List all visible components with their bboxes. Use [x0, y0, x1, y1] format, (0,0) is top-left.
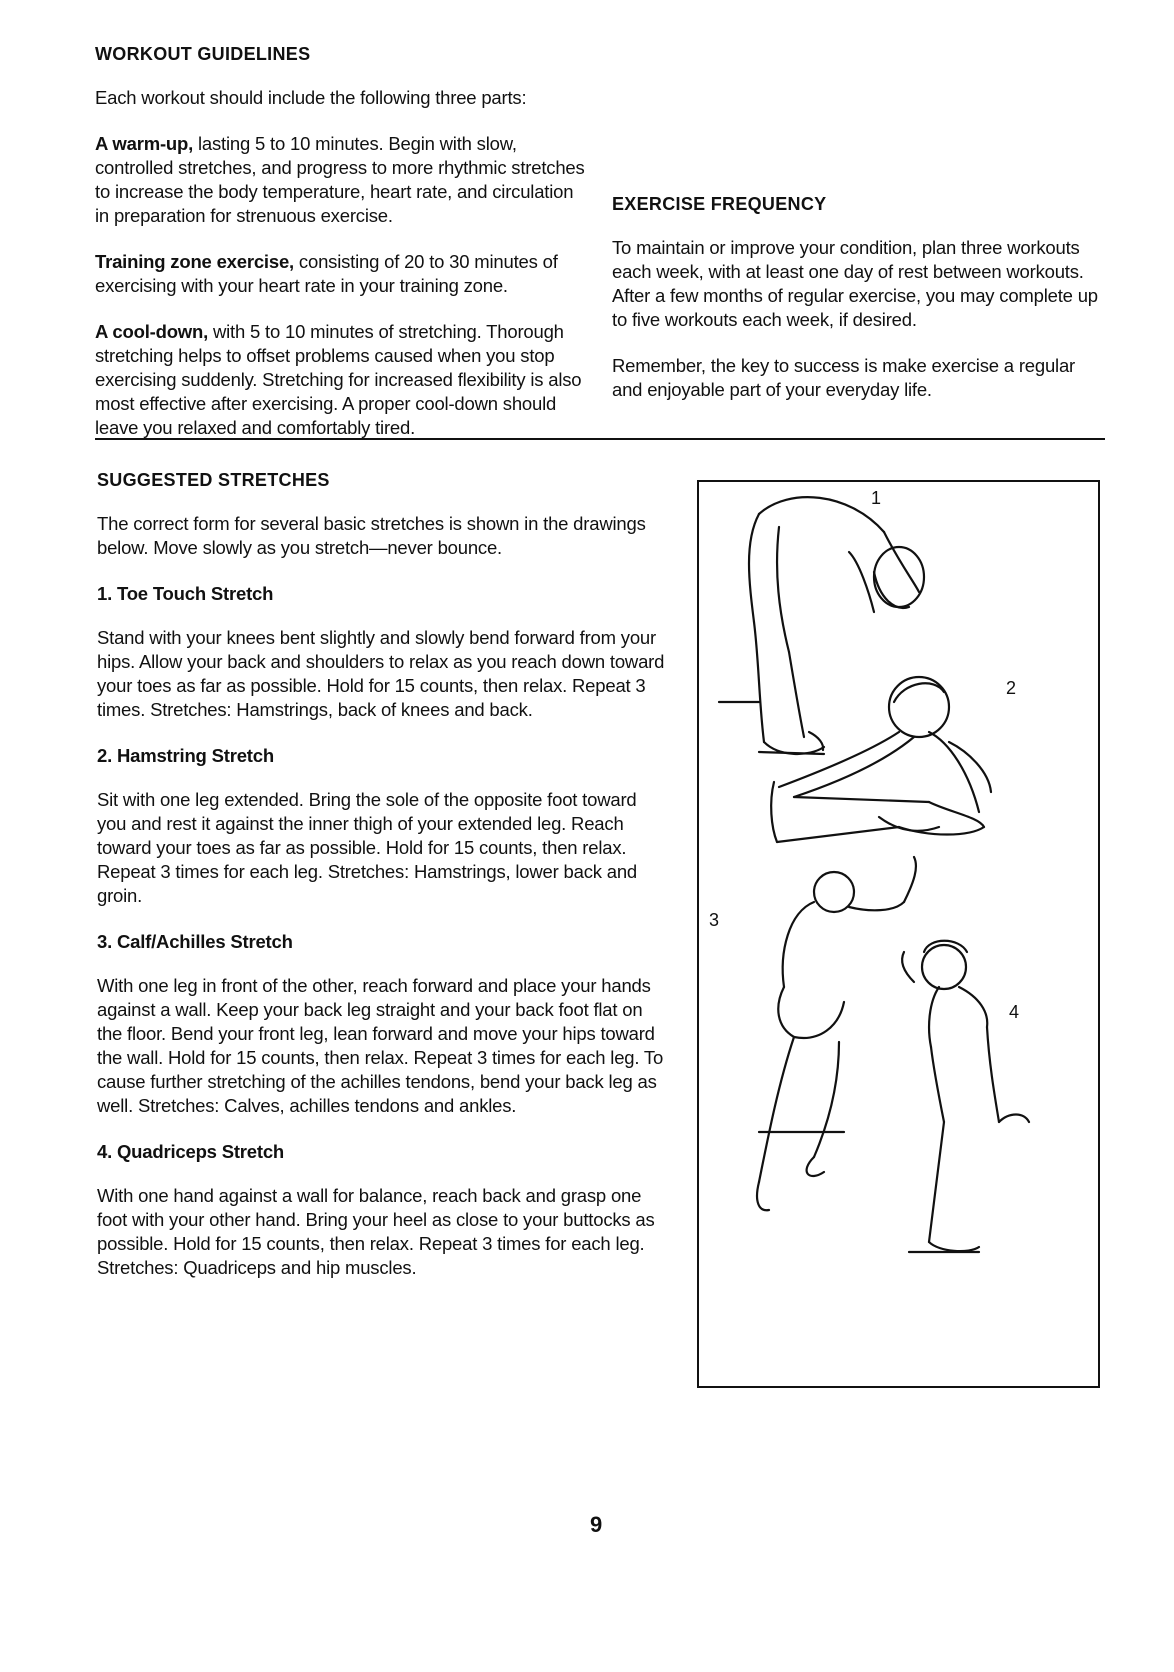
- figure-label-1: 1: [871, 488, 882, 508]
- exercise-frequency-section: [612, 192, 1102, 424]
- workout-guidelines-heading: WORKOUT GUIDELINES: [95, 44, 311, 64]
- stretch-4-text: With one hand against a wall for balance, reach back and grasp one foot with your other hand. Bring your heel as close to your buttocks as possible. Hold for 15 counts, then relax. Repeat 3 times for each leg. Stretches: Quadriceps and hip muscles.: [97, 1185, 655, 1278]
- figure-label-3: 3: [709, 910, 720, 930]
- frequency-paragraph-1: To maintain or improve your condition, plan three workouts each week, with at least one day of rest between workouts. After a few months of regular exercise, you may complete up to five workouts each week, if desired.: [612, 237, 1098, 330]
- stretch-2-text: Sit with one leg extended. Bring the sole of the opposite foot toward you and rest it against the inner thigh of your extended leg. Reach toward your toes as far as possible. Hold for 15 counts, then relax. Repeat 3 times for each leg. Stretches: Hamstrings, lower back and groin.: [97, 789, 638, 906]
- stretch-1-title: 1. Toe Touch Stretch: [97, 583, 274, 604]
- page-number: 9: [590, 1512, 603, 1537]
- hamstring-figure: [771, 677, 991, 842]
- stretch-4-title: 4. Quadriceps Stretch: [97, 1141, 285, 1162]
- cooldown-lead: A cool-down,: [95, 321, 209, 342]
- stretch-1-text: Stand with your knees bent slightly and slowly bend forward from your hips. Allow your back and shoulders to relax as you reach down toward your toes as far as possible. Hold for 15 counts, then relax. Repeat 3 times. Stretches: Hamstrings, back of knees and back.: [97, 627, 665, 720]
- frequency-paragraph-2: Remember, the key to success is make exercise a regular and enjoyable part of your everyday life.: [612, 355, 1075, 400]
- training-zone-lead: Training zone exercise,: [95, 251, 294, 272]
- training-zone-paragraph: [95, 250, 585, 298]
- stretch-illustrations: [697, 480, 1100, 1388]
- exercise-frequency-heading: EXERCISE FREQUENCY: [612, 194, 827, 214]
- cooldown-paragraph: [95, 320, 585, 440]
- calf-achilles-figure: [757, 857, 916, 1210]
- warmup-text: lasting 5 to 10 minutes. Begin with slow, controlled stretches, and progress to more rhythmic stretches to increase the body temperature, heart rate, and circulation in preparation for strenuous exercise.: [95, 133, 585, 226]
- toe-touch-figure: [719, 497, 924, 754]
- quadriceps-figure: [902, 941, 1029, 1252]
- cooldown-text: with 5 to 10 minutes of stretching. Thorough stretching helps to offset problems caused when you stop exercising suddenly. Stretching for increased flexibility is also most effective after exercising. A proper cool-down should leave you relaxed and comfortably tired.: [95, 321, 582, 438]
- stretch-3-text: With one leg in front of the other, reach forward and place your hands against a wall. Keep your back leg straight and your back foot flat on the floor. Bend your front leg, lean forward and move your hips toward the wall. Hold for 15 counts, then relax. Repeat 3 times for each leg. To cause further stretching of the achilles tendons, bend your back leg as well. Stretches: Calves, achilles tendons and ankles.: [97, 975, 664, 1116]
- suggested-stretches-section: [97, 468, 667, 1302]
- section-divider: [95, 438, 1105, 440]
- workout-guidelines-section: [95, 42, 585, 462]
- stretches-intro: The correct form for several basic stretches is shown in the drawings below. Move slowly as you stretch—never bounce.: [97, 513, 646, 558]
- stretch-3-title: 3. Calf/Achilles Stretch: [97, 931, 293, 952]
- training-zone-text: consisting of 20 to 30 minutes of exercising with your heart rate in your training zone.: [95, 251, 558, 296]
- warmup-lead: A warm-up,: [95, 133, 194, 154]
- suggested-stretches-heading: SUGGESTED STRETCHES: [97, 470, 330, 490]
- stretch-2-title: 2. Hamstring Stretch: [97, 745, 274, 766]
- stretch-drawings: [699, 482, 1102, 1390]
- warmup-paragraph: [95, 132, 585, 228]
- figure-label-4: 4: [1009, 1002, 1020, 1022]
- figure-label-2: 2: [1006, 678, 1017, 698]
- guidelines-intro: Each workout should include the following three parts:: [95, 87, 527, 108]
